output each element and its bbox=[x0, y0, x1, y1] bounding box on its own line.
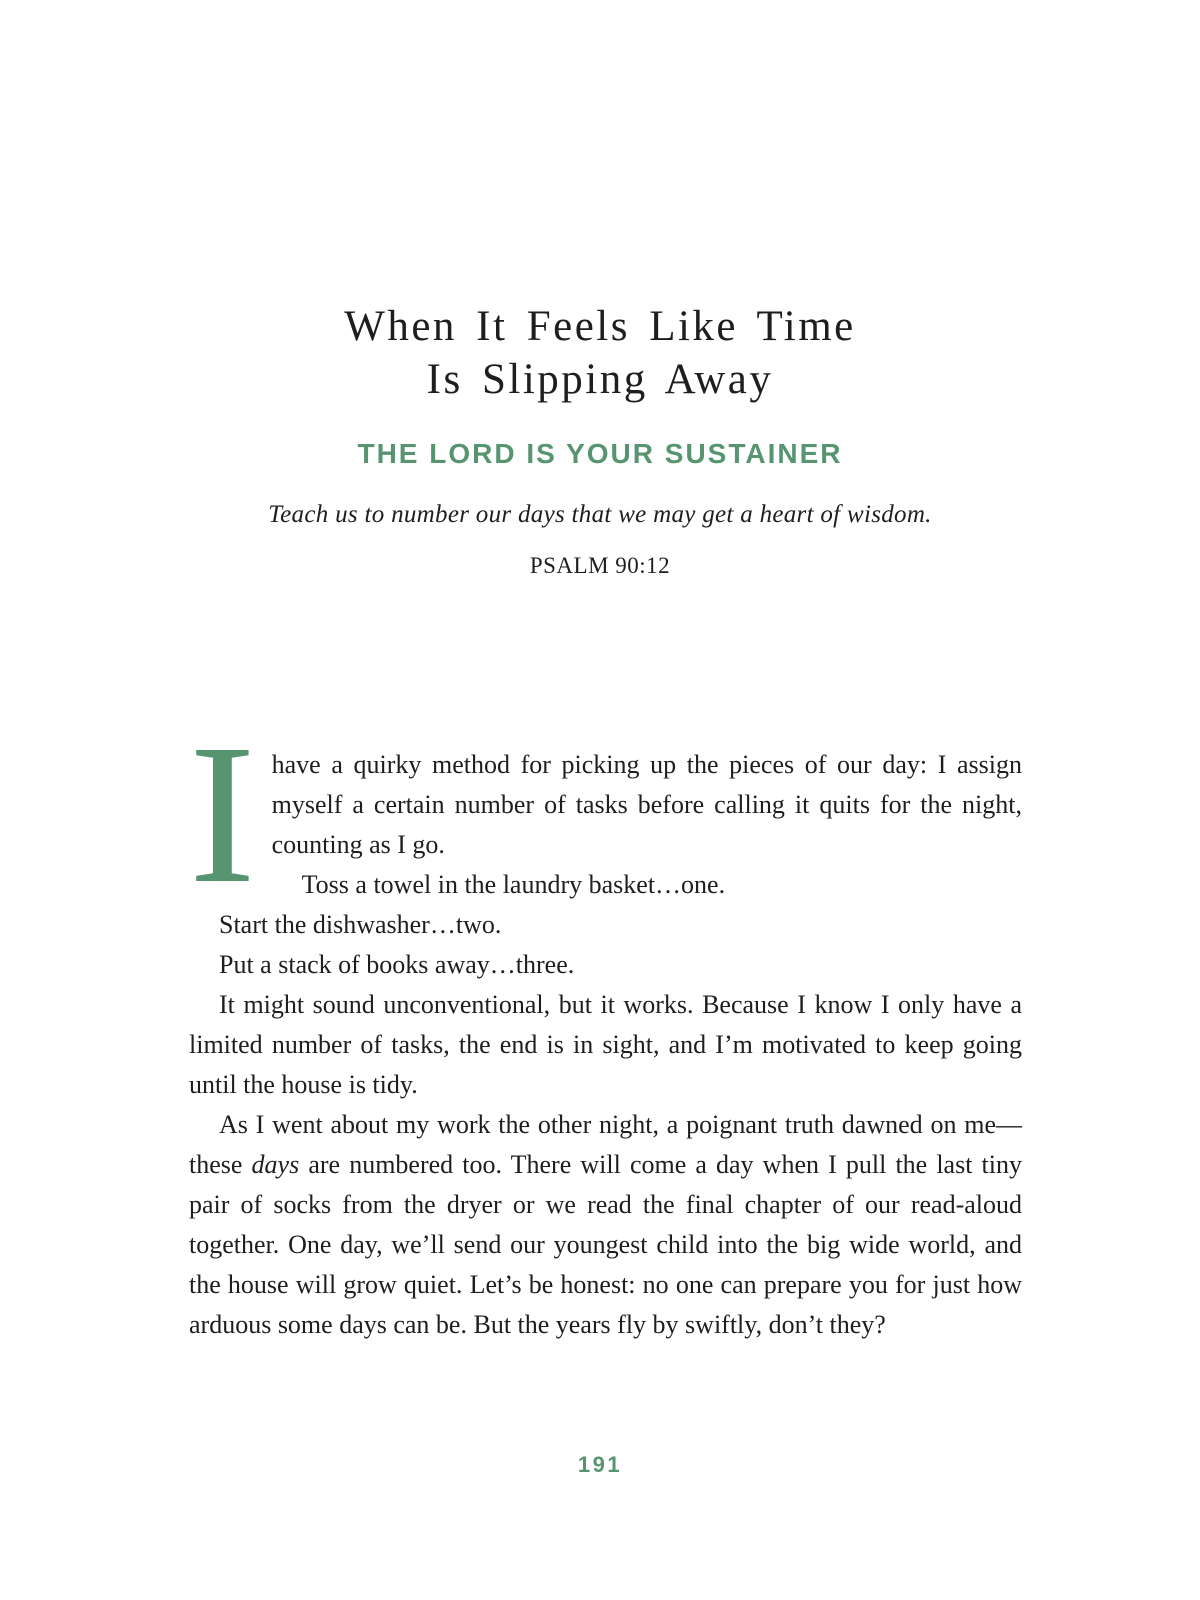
paragraph-1-text: have a quirky method for picking up the pieces of our day: I assign myself a certain number of tasks before calling it quits for the night, counting as I go. bbox=[271, 750, 1022, 859]
paragraph-3: Start the dishwasher…two. bbox=[219, 910, 502, 939]
chapter-title-line-1: When It Feels Like Time bbox=[344, 303, 856, 350]
paragraph-5: It might sound unconventional, but it works. Because I know I only have a limited number of tasks, the end is in sight, and I’m motivated to keep going until the house is tidy. bbox=[189, 990, 1022, 1099]
chapter-title-line-2: Is Slipping Away bbox=[426, 356, 774, 403]
paragraph-4: Put a stack of books away…three. bbox=[219, 950, 575, 979]
page-number: 191 bbox=[577, 1452, 623, 1477]
epigraph-reference: PSALM 90:12 bbox=[529, 553, 671, 578]
chapter-title bbox=[0, 300, 1200, 406]
paragraph-6-emphasis: days bbox=[251, 1150, 300, 1179]
chapter-body bbox=[189, 704, 1022, 1345]
epigraph-verse: Teach us to number our days that we may get a heart of wisdom. bbox=[268, 501, 932, 528]
paragraph-6-text-before: As I went about my work the other night, a poignant truth dawned on me—these bbox=[189, 1110, 1022, 1179]
paragraph-2: Toss a towel in the laundry basket…one. bbox=[301, 870, 726, 899]
paragraph-6-text-after: are numbered too. There will come a day when I pull the last tiny pair of socks from the dryer or we read the final chapter of our read-aloud together. One day, we’ll send our youngest child into the big wide world, and the house will grow quiet. Let’s be honest: no one can prepare you for just how arduous some days can be. But the years fly by swiftly, don’t they? bbox=[189, 1150, 1022, 1339]
drop-cap-letter: I bbox=[189, 704, 256, 925]
paragraph-6 bbox=[189, 1105, 1022, 1345]
chapter-subtitle: THE LORD IS YOUR SUSTAINER bbox=[357, 438, 843, 469]
